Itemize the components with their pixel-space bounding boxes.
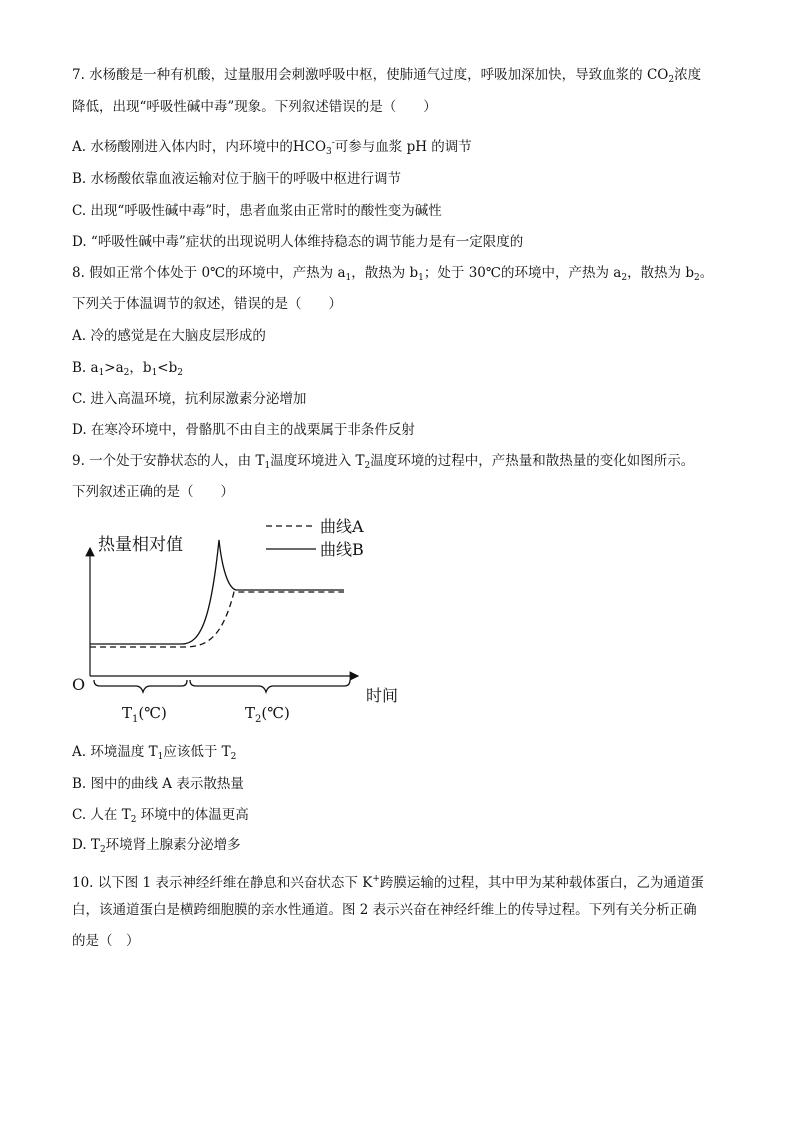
subscript: 1 — [157, 752, 164, 762]
option-text: C. 人在 T — [72, 807, 131, 823]
q9-option-a — [72, 743, 236, 766]
q8-stem-text: 。 — [699, 265, 714, 281]
q9-stem-text: 9. 一个处于安静状态的人，由 T — [72, 453, 265, 469]
q10-stem-text: 跨膜运输的过程，其中甲为某种载体蛋白，乙为通道蛋 — [379, 875, 704, 891]
option-text: 应该低于 T — [163, 744, 231, 760]
q8-stem-line2: 下列关于体温调节的叙述，错误的是（ ） — [72, 296, 342, 312]
subscript: 2 — [621, 273, 628, 283]
subscript: 1 — [98, 368, 105, 378]
subscript: 2 — [99, 845, 106, 855]
q8-stem-text: ，散热为 b — [627, 265, 694, 281]
subscript: 2 — [668, 75, 675, 85]
q8-option-a: A. 冷的感觉是在大脑皮层形成的 — [72, 328, 266, 344]
t2-label: $T_2(℃)$ — [245, 704, 290, 725]
q9-stem-text: 温度环境的过程中，产热量和散热量的变化如图所示。 — [370, 453, 695, 469]
x-axis-label: 时间 — [366, 686, 399, 705]
q10-stem-line2: 白，该通道蛋白是横跨细胞膜的亲水性通道。图 2 表示兴奋在神经纤维上的传导过程。下列有关分析正确 — [72, 902, 697, 918]
q9-option-d — [72, 836, 241, 859]
q8-stem-text: 8. 假如正常个体处于 0℃的环境中，产热为 a — [72, 265, 346, 281]
t2-brace — [190, 680, 350, 692]
q10-stem-text: 10. 以下图 1 表示神经纤维在静息和兴奋状态下 K — [72, 875, 373, 891]
subscript: 3 — [326, 147, 332, 157]
q8-option-d: D. 在寒冷环境中，骨骼肌不由自主的战栗属于非条件反射 — [72, 422, 415, 438]
superscript: + — [372, 874, 380, 884]
curve-a — [90, 592, 344, 647]
superscript: - — [331, 138, 335, 148]
subscript: 2 — [364, 461, 371, 471]
option-text: D. T — [72, 837, 100, 853]
q7-stem-text: 浓度 — [674, 67, 702, 83]
q9-stem-line1 — [72, 452, 694, 475]
q9-option-c — [72, 806, 249, 829]
q9-stem-line2: 下列叙述正确的是（ ） — [72, 484, 234, 500]
subscript: 1 — [264, 461, 271, 471]
q7-stem-line2: 降低，出现“呼吸性碱中毒”现象。下列叙述错误的是（ ） — [72, 99, 437, 115]
option-text: 环境肾上腺素分泌增多 — [105, 837, 241, 853]
q10-stem-line3: 的是（ ） — [72, 933, 140, 949]
t1-brace — [94, 680, 187, 692]
q9-stem-text: 温度环境进入 T — [270, 453, 365, 469]
q7-stem-text: 7. 水杨酸是一种有机酸，过量服用会刺激呼吸中枢，使肺通气过度，呼吸加深加快，导致血浆的 CO — [72, 67, 669, 83]
option-text: >a — [104, 360, 124, 376]
option-text: 可参与血浆 pH 的调节 — [334, 139, 472, 155]
option-text: <b — [157, 360, 178, 376]
subscript: 1 — [418, 273, 424, 283]
legend-curve-b: 曲线B — [320, 540, 364, 559]
subscript: 1 — [345, 273, 352, 283]
q8-stem-text: ，散热为 b — [351, 265, 419, 281]
subscript: 2 — [694, 273, 700, 283]
q9-option-b: B. 图中的曲线 A 表示散热量 — [72, 776, 244, 792]
subscript: 1 — [151, 368, 158, 378]
option-text: ，b — [129, 360, 152, 376]
subscript: 2 — [177, 368, 183, 378]
chem-formula: HCO — [292, 139, 327, 155]
subscript: 2 — [130, 815, 137, 825]
q8-option-c: C. 进入高温环境，抗利尿激素分泌增加 — [72, 391, 307, 407]
subscript: 2 — [123, 368, 130, 378]
q7-stem-line1 — [72, 66, 701, 89]
y-axis-label: 热量相对值 — [98, 535, 183, 555]
q8-option-b — [72, 359, 183, 382]
q7-option-b: B. 水杨酸依靠血液运输对位于脑干的呼吸中枢进行调节 — [72, 171, 402, 187]
q7-option-a — [72, 134, 472, 161]
t1-label: $T_1(℃)$ — [122, 704, 167, 725]
q8-stem-text: ；处于 30℃的环境中，产热为 a — [423, 265, 622, 281]
legend-curve-a: 曲线A — [320, 517, 364, 536]
option-text: A. 水杨酸刚进入体内时，内环境中的 — [72, 139, 293, 155]
option-text: 环境中的体温更高 — [136, 807, 249, 823]
option-text: B. a — [72, 360, 99, 376]
option-text: A. 环境温度 T — [72, 744, 158, 760]
q7-option-c: C. 出现“呼吸性碱中毒”时，患者血浆由正常时的酸性变为碱性 — [72, 203, 442, 219]
q8-stem-line1 — [72, 264, 713, 287]
subscript: 2 — [230, 752, 237, 762]
q10-stem-line1 — [72, 870, 704, 892]
q7-option-d: D. “呼吸性碱中毒”症状的出现说明人体维持稳态的调节能力是有一定限度的 — [72, 234, 524, 250]
origin-label: O — [72, 675, 86, 694]
heat-curve-figure — [66, 508, 416, 728]
curve-b — [90, 540, 344, 644]
